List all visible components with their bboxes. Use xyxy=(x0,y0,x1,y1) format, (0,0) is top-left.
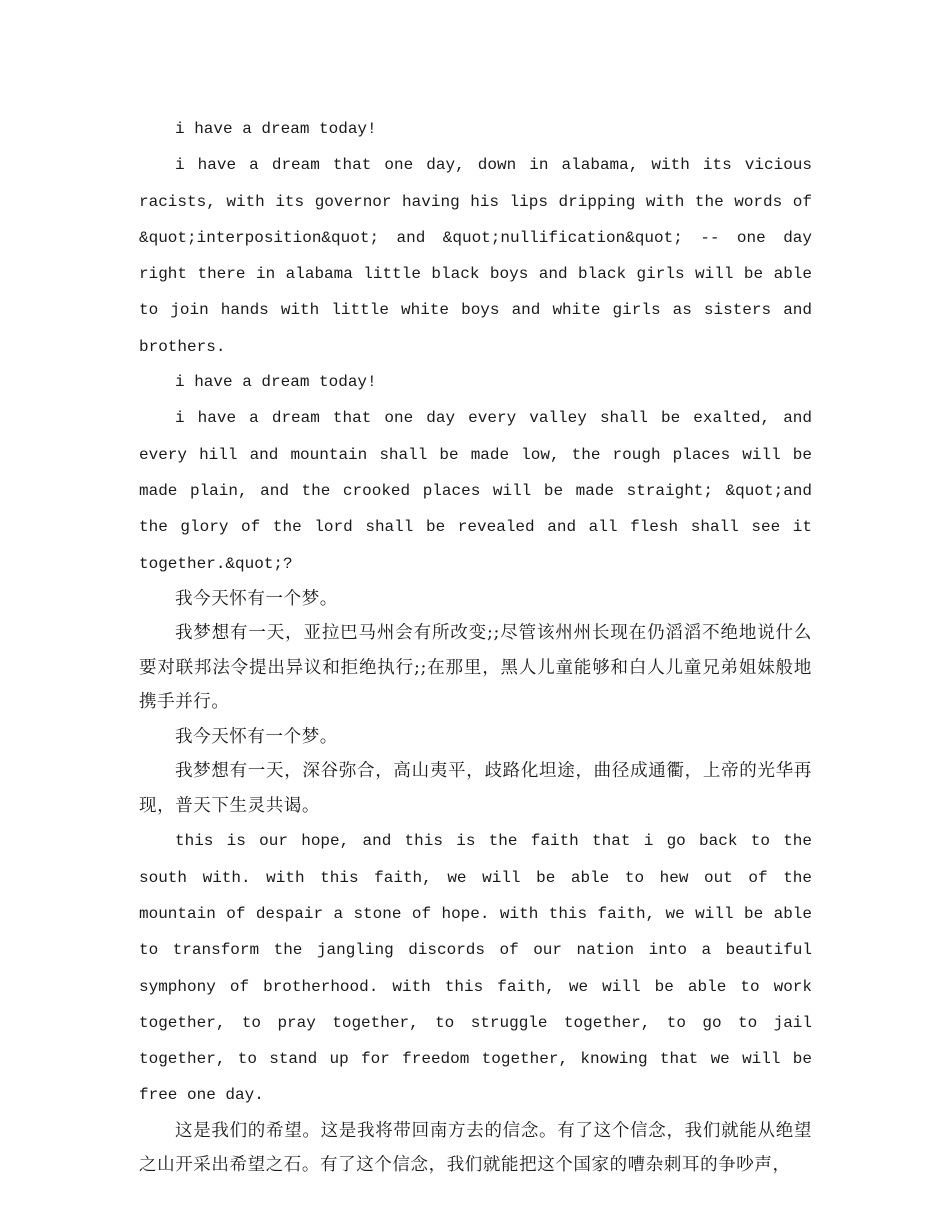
paragraph-zh-3: 我今天怀有一个梦。 xyxy=(175,726,338,747)
paragraph-zh-5: 这是我们的希望。这是我将带回南方去的信念。有了这个信念，我们就能从绝望之山开采出希望之石。有了这个信念，我们就能把这个国家的嘈杂刺耳的争吵声， xyxy=(139,1120,812,1176)
document-page xyxy=(139,112,812,1183)
paragraph-en-2: i have a dream that one day, down in alabama, with its vicious racists, with its governor having his lips dripping with the words of &quot;interposition&quot; and &quot;nullification&quot; -- one day right there in alabama little black boys and black girls will be able to join hands with little white boys and white girls as sisters and brothers. xyxy=(139,156,812,356)
paragraph-en-5: this is our hope, and this is the faith that i go back to the south with. with this faith, we will be able to hew out of the mountain of despair a stone of hope. with this faith, we will be able to transform the jangling discords of our nation into a beautiful symphony of brotherhood. with this faith, we will be able to work together, to pray together, to struggle together, to go to jail together, to stand up for freedom together, knowing that we will be free one day. xyxy=(139,832,812,1105)
paragraph-en-4: i have a dream that one day every valley shall be exalted, and every hill and mountain shall be made low, the rough places will be made plain, and the crooked places will be made straight; &quot;and the glory of the lord shall be revealed and all flesh shall see it together.&quot;? xyxy=(139,409,812,573)
paragraph-zh-1: 我今天怀有一个梦。 xyxy=(175,588,338,609)
paragraph-zh-4: 我梦想有一天，深谷弥合，高山夷平，歧路化坦途，曲径成通衢，上帝的光华再现，普天下生灵共谒。 xyxy=(139,761,812,816)
paragraph-zh-2: 我梦想有一天，亚拉巴马州会有所改变;;尽管该州州长现在仍滔滔不绝地说什么要对联邦法令提出异议和拒绝执行;;在那里，黑人儿童能够和白人儿童兄弟姐妹般地携手并行。 xyxy=(139,623,812,713)
paragraph-en-1: i have a dream today! xyxy=(175,120,377,138)
paragraph-en-3: i have a dream today! xyxy=(175,373,377,392)
